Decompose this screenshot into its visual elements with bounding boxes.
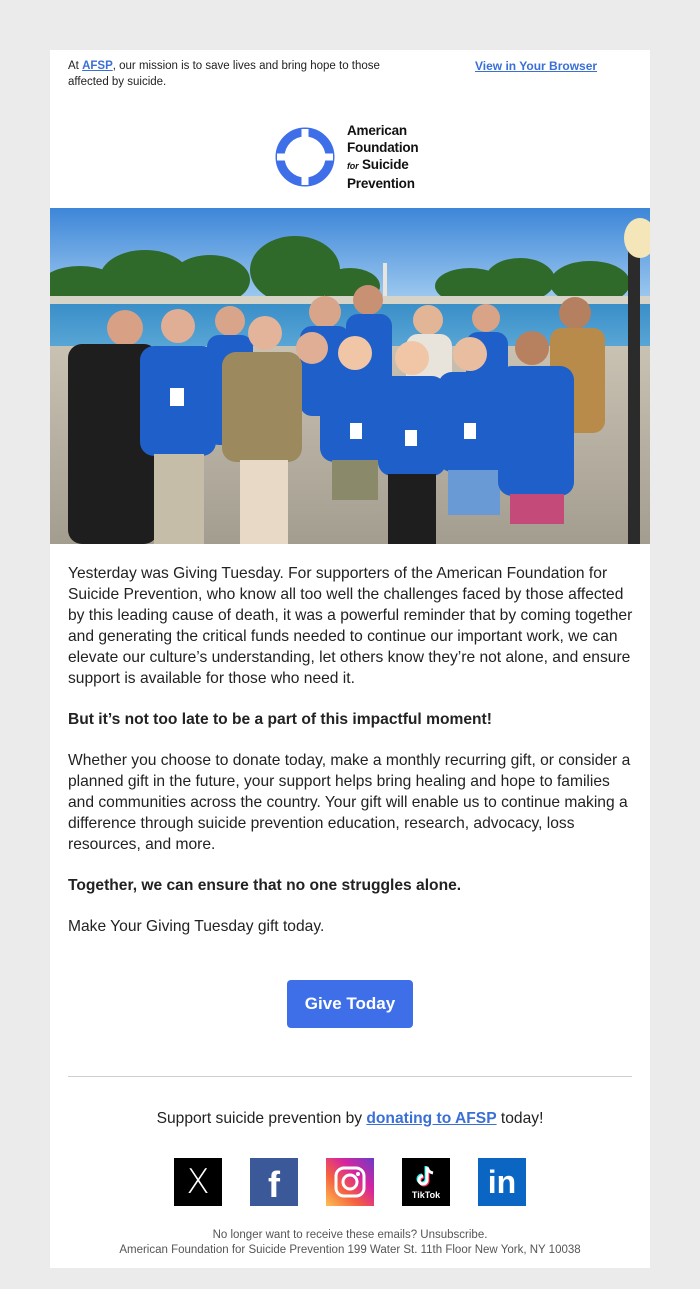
body-paragraph-2: Whether you choose to donate today, make a monthly recurring gift, or consider a planned gift in the future, your support helps bring healing and hope to families and communities across the country. Your gift will enable us to continue making a difference through suicide prevention education, research, advocacy, loss resources, and more. [68, 752, 631, 853]
linkedin-icon: in [487, 1164, 517, 1200]
afsp-logo[interactable] [275, 122, 418, 192]
email-card [50, 50, 650, 1268]
body-emphasis: Together, we can ensure that no one struggles alone. [68, 877, 462, 894]
preheader-text [68, 58, 413, 90]
tiktok-icon [415, 1165, 437, 1189]
divider [68, 1076, 632, 1077]
logo-line-2: Foundation [347, 140, 419, 155]
body-headline: But it’s not too late to be a part of this impactful moment! [68, 711, 492, 728]
facebook-social-button[interactable] [250, 1158, 298, 1206]
preheader-prefix: At [68, 60, 83, 72]
instagram-social-button[interactable] [326, 1158, 374, 1206]
view-in-browser-link[interactable]: View in Your Browser [475, 59, 598, 73]
afsp-link[interactable]: AFSP [82, 60, 113, 72]
logo-line-3: Suicide [361, 157, 409, 172]
logo-wordmark [347, 122, 418, 192]
unsubscribe-text[interactable]: No longer want to receive these emails? Unsubscribe. [212, 1229, 488, 1241]
preheader-suffix: , our mission is to save lives and bring hope to those affected by suicide. [68, 60, 380, 88]
x-icon: X [186, 1162, 210, 1202]
logo-line-4: Prevention [347, 176, 415, 191]
x-social-button[interactable] [174, 1158, 222, 1206]
mailing-address: American Foundation for Suicide Prevention 199 Water St. 11th Floor New York, NY 10038 [119, 1244, 581, 1256]
instagram-icon [334, 1166, 366, 1198]
social-links [174, 1158, 526, 1206]
tiktok-social-button[interactable] [402, 1158, 450, 1206]
group-photo-illustration [50, 208, 650, 544]
support-prefix: Support suicide prevention by [156, 1110, 367, 1127]
facebook-icon: f [268, 1164, 280, 1205]
linkedin-social-button[interactable] [478, 1158, 526, 1206]
email-body [68, 563, 634, 957]
body-paragraph-1: Yesterday was Giving Tuesday. For supporters of the American Foundation for Suicide Prevention, who know all too well the challenges faced by those affected by this leading cause of death, it was a powerful reminder that by coming together and generating the critical funds needed to continue our important work, we can elevate our culture’s understanding, let others know they’re not alone, and ensure support is available for those who need it. [68, 565, 633, 687]
support-suffix: today! [496, 1110, 544, 1127]
footer-fine-print [50, 1228, 650, 1258]
give-today-button[interactable]: Give Today [287, 980, 413, 1028]
hero-photo [50, 208, 650, 544]
logo-line-3-small: for [347, 161, 359, 171]
life-ring-icon [275, 127, 335, 187]
support-line [50, 1109, 650, 1129]
logo-line-1: American [347, 123, 407, 138]
tiktok-label: TikTok [411, 1189, 441, 1200]
donate-link[interactable]: donating to AFSP [366, 1110, 497, 1127]
body-call-to-action-text: Make Your Giving Tuesday gift today. [68, 918, 325, 935]
